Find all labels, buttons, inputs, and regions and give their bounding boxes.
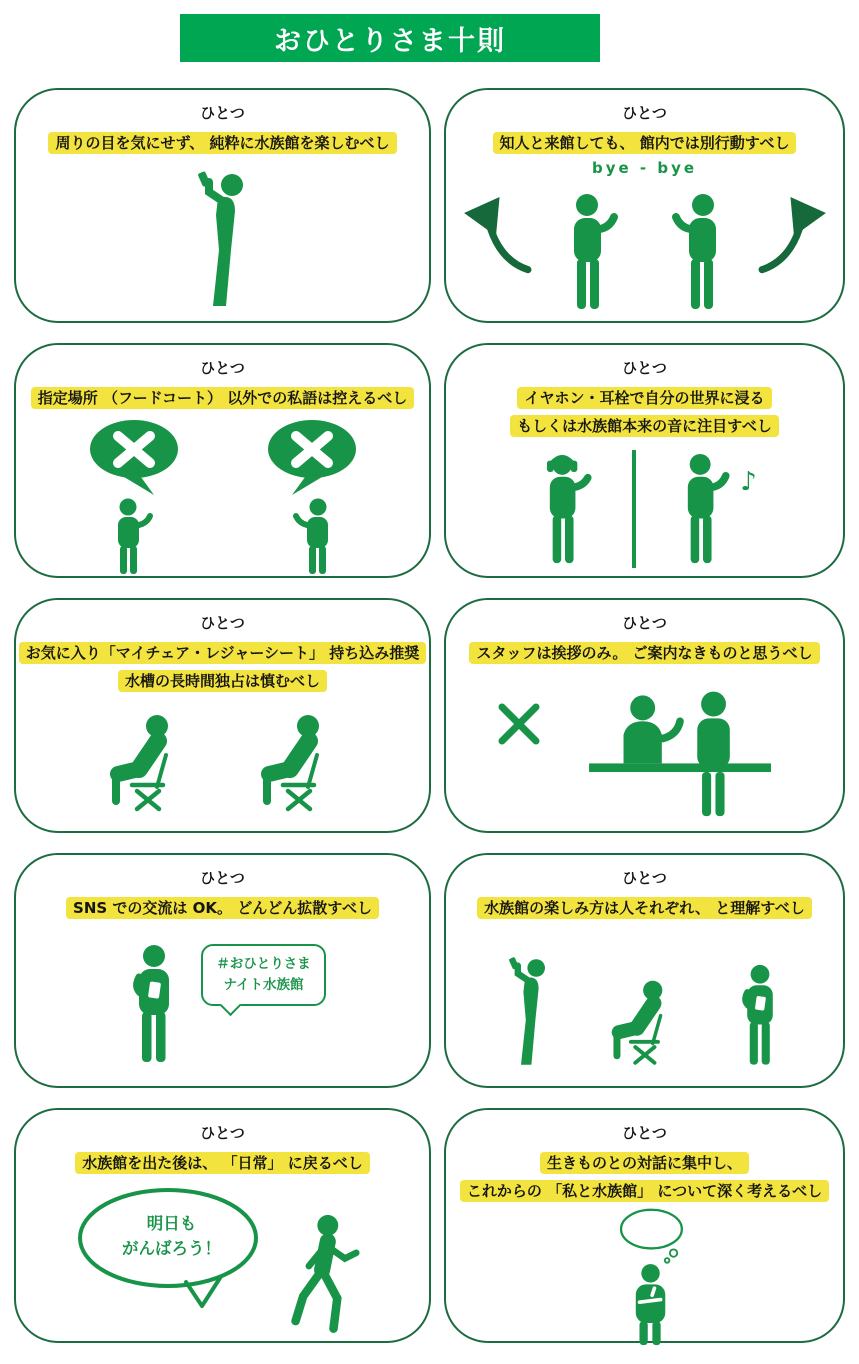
cheer-speech-bubble xyxy=(74,1186,270,1310)
bubble-line: ＃おひとりさま xyxy=(216,955,311,972)
drinking-person-icon xyxy=(187,170,259,310)
rule-card-8 xyxy=(444,853,845,1088)
rule-heading: ひとつ xyxy=(622,104,667,122)
rule-line xyxy=(460,1179,829,1203)
card5-art xyxy=(16,697,429,832)
rule-text: SNS での交流は OK。 どんどん拡散すべし xyxy=(66,897,379,919)
rule-heading: ひとつ xyxy=(200,869,245,887)
rules-grid xyxy=(0,62,859,1343)
headphones-person-icon xyxy=(532,453,598,565)
bubble-text xyxy=(74,1212,270,1262)
sitting-person-chair-icon xyxy=(99,713,195,815)
rule-text: 周りの目を気にせず、 純粋に水族館を楽しむべし xyxy=(48,132,396,154)
rule-line xyxy=(31,386,414,410)
drinking-person-icon xyxy=(500,956,558,1068)
rule-heading: ひとつ xyxy=(200,1124,245,1142)
rule-line xyxy=(469,641,819,665)
reception-counter-icon xyxy=(568,679,793,821)
title-banner xyxy=(180,14,600,62)
rule-line xyxy=(19,641,427,665)
rule-heading: ひとつ xyxy=(200,614,245,632)
rule-card-7 xyxy=(14,853,431,1088)
rule-card-1 xyxy=(14,88,431,323)
rule-text: 指定場所 （フードコート） 以外での私語は控えるべし xyxy=(31,387,414,409)
rule-text: 知人と来館しても、 館内では別行動すべし xyxy=(493,132,797,154)
rule-line xyxy=(493,131,797,155)
phone-person-icon xyxy=(730,964,790,1068)
rule-card-5 xyxy=(14,598,431,833)
arrow-right-icon xyxy=(755,187,833,277)
rule-card-4 xyxy=(444,343,845,578)
poster-page xyxy=(0,14,859,1364)
phone-person-icon xyxy=(119,944,189,1066)
thinking-person-icon xyxy=(590,1207,700,1347)
divider-line xyxy=(632,450,636,568)
bubble-line: がんばろう！ xyxy=(122,1238,221,1258)
rule-line xyxy=(510,414,779,438)
rule-text: 水槽の長時間独占は慎むべし xyxy=(118,670,327,692)
rule-line xyxy=(66,896,379,920)
card10-art xyxy=(446,1207,843,1347)
rule-heading: ひとつ xyxy=(200,359,245,377)
rule-text: もしくは水族館本来の音に注目すべし xyxy=(510,415,779,437)
arrow-left-icon xyxy=(457,187,535,277)
rule-heading: ひとつ xyxy=(622,359,667,377)
rule-text: お気に入り「マイチェア・レジャーシート」 持ち込み推奨 xyxy=(19,642,427,664)
card3-art xyxy=(16,414,429,576)
bubble-line: 明日も xyxy=(146,1213,197,1233)
bye-bye-caption: bye - bye xyxy=(591,158,698,177)
card1-art xyxy=(16,159,429,321)
rule-heading: ひとつ xyxy=(622,614,667,632)
rule-card-2 xyxy=(444,88,845,323)
rule-text: 水族館の楽しみ方は人それぞれ、 と理解すべし xyxy=(477,897,812,919)
card9-art xyxy=(16,1179,429,1341)
music-note-icon: ♪ xyxy=(740,466,757,497)
no-talking-bubble-person-icon xyxy=(76,415,194,575)
sitting-person-chair-icon xyxy=(250,713,346,815)
rule-card-9 xyxy=(14,1108,431,1343)
rule-heading: ひとつ xyxy=(200,104,245,122)
card4-art xyxy=(446,442,843,577)
card2-art xyxy=(446,159,843,321)
rule-line xyxy=(118,669,327,693)
rule-line xyxy=(540,1151,749,1175)
rule-card-6 xyxy=(444,598,845,833)
rule-line xyxy=(477,896,812,920)
rule-text: スタッフは挨拶のみ。 ご案内なきものと思うべし xyxy=(469,642,819,664)
rule-text: イヤホン・耳栓で自分の世界に浸る xyxy=(517,387,771,409)
rule-line xyxy=(75,1151,369,1175)
rule-heading: ひとつ xyxy=(622,869,667,887)
rule-card-10 xyxy=(444,1108,845,1343)
listening-person-icon xyxy=(670,453,736,565)
sitting-person-chair-icon xyxy=(602,979,686,1068)
x-mark-icon xyxy=(496,701,542,747)
waving-person-icon xyxy=(667,193,733,311)
rule-line xyxy=(48,131,396,155)
waving-person-icon xyxy=(557,193,623,311)
rule-text: 水族館を出た後は、 「日常」 に戻るべし xyxy=(75,1152,369,1174)
rule-text: これからの 「私と水族館」 について深く考えるべし xyxy=(460,1180,829,1202)
rule-text: 生きものとの対話に集中し、 xyxy=(540,1152,749,1174)
music-person-group xyxy=(670,453,757,565)
bubble-line: ナイト水族館 xyxy=(223,976,304,993)
rule-heading: ひとつ xyxy=(622,1124,667,1142)
walking-person-icon xyxy=(276,1213,372,1341)
page-title: おひとりさま十則 xyxy=(274,25,506,57)
no-talking-bubble-person-icon xyxy=(252,415,370,575)
rule-card-3 xyxy=(14,343,431,578)
card7-art xyxy=(16,924,429,1086)
hashtag-speech-bubble xyxy=(201,944,326,1006)
card6-art xyxy=(446,669,843,831)
card8-art xyxy=(446,924,843,1086)
rule-line xyxy=(517,386,771,410)
